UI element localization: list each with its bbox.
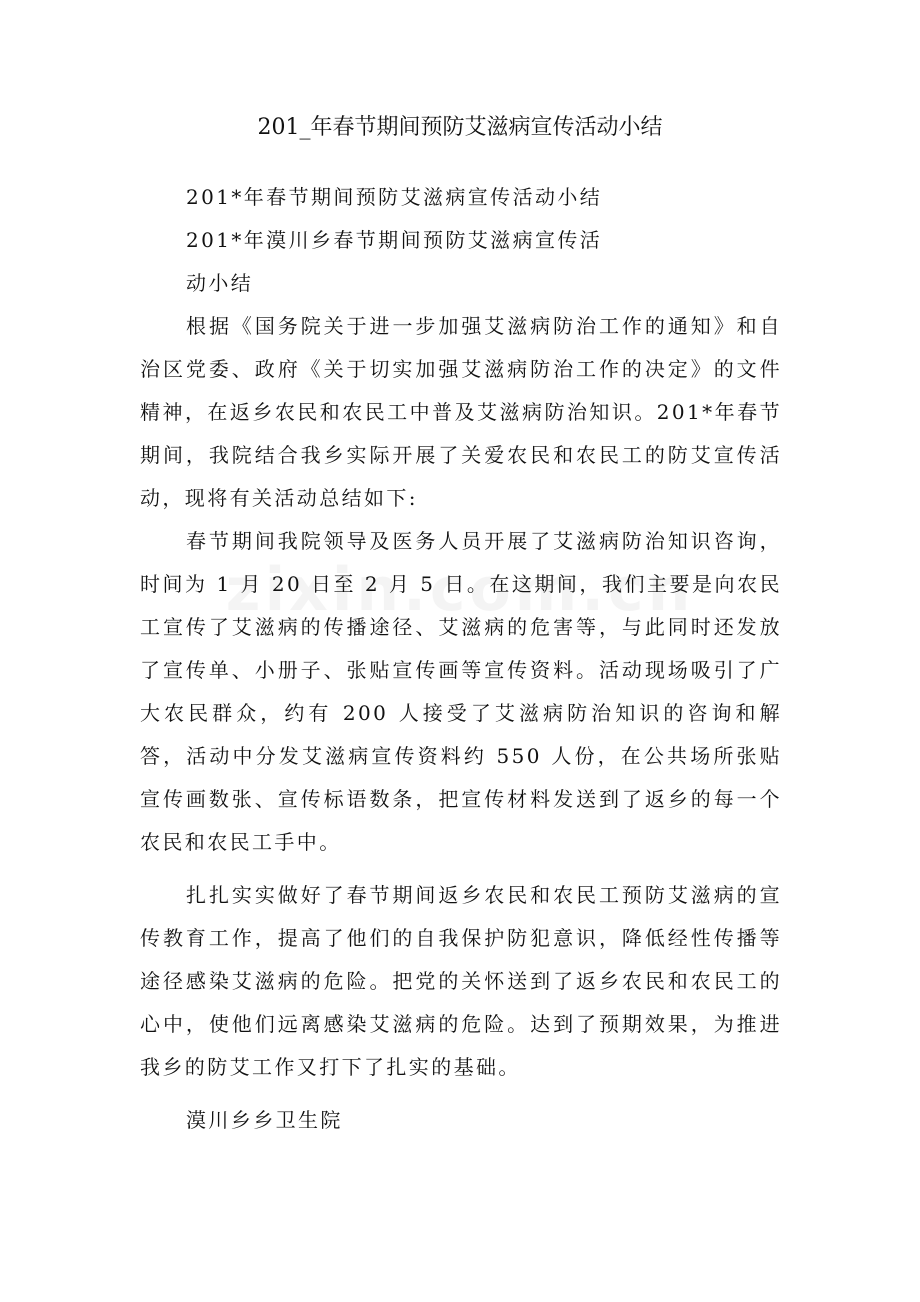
document-title: 201_年春节期间预防艾滋病宣传活动小结 <box>257 115 663 140</box>
document-body <box>140 176 782 1142</box>
heading-line-3: 动小结 <box>186 271 254 295</box>
signature: 漠川乡乡卫生院 <box>186 1108 343 1132</box>
heading-line-2: 201*年漠川乡春节期间预防艾滋病宣传活 <box>186 228 603 252</box>
paragraph-3: 扎扎实实做好了春节期间返乡农民和农民工预防艾滋病的宣传教育工作，提高了他们的自我保护防犯意识，降低经性传播等途径感染艾滋病的危险。把党的关怀送到了返乡农民和农民工的心中，使他们远离感染艾滋病的危险。达到了预期效果，为推进我乡的防艾工作又打下了扎实的基础。 <box>140 883 782 1079</box>
paragraph-1: 根据《国务院关于进一步加强艾滋病防治工作的通知》和自治区党委、政府《关于切实加强艾滋病防治工作的决定》的文件精神，在返乡农民和农民工中普及艾滋病防治知识。201*年春节期间，我院结合我乡实际开展了关爱农民和农民工的防艾宣传活动，现将有关活动总结如下: <box>140 314 782 510</box>
paragraph-2: 春节期间我院领导及医务人员开展了艾滋病防治知识咨询，时间为 1 月 20 日至 2 月 5 日。在这期间，我们主要是向农民工宣传了艾滋病的传播途径、艾滋病的危害等，与此同时还发放了宣传单、小册子、张贴宣传画等宣传资料。活动现场吸引了广大农民群众，约有 200 人接受了艾滋病防治知识的咨询和解答，活动中分发艾滋病宣传资料约 550 人份，在公共场所张贴宣传画数张、宣传标语数条，把宣传材料发送到了返乡的每一个农民和农民工手中。 <box>140 529 782 854</box>
heading-line-1: 201*年春节期间预防艾滋病宣传活动小结 <box>186 185 603 209</box>
